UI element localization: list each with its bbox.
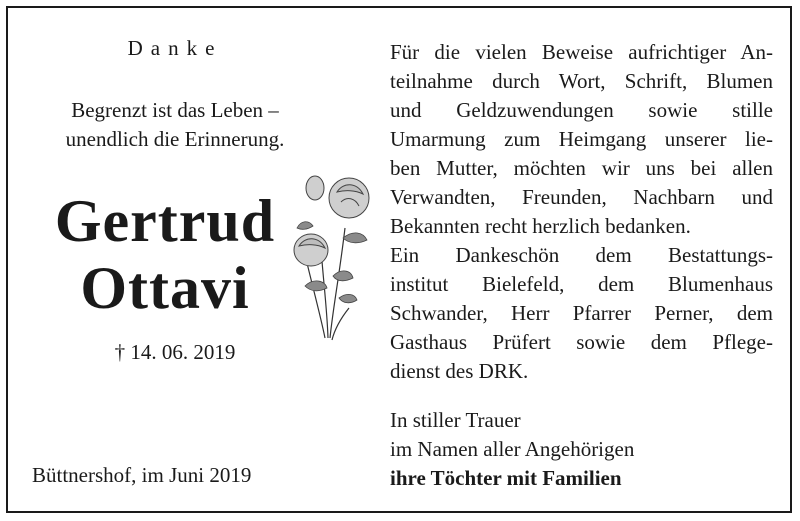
first-name: Gertrud: [54, 188, 276, 254]
message-line: teilnahme durch Wort, Schrift, Blumen: [390, 69, 773, 93]
message-line: Umarmung zum Heimgang unserer lie-: [390, 127, 773, 151]
thanks-heading: Danke: [127, 36, 223, 60]
message-line: und Geldzuwendungen sowie stille: [390, 98, 773, 122]
last-name: Ottavi: [80, 255, 250, 321]
message-line: Verwandten, Freunden, Nachbarn und: [390, 185, 773, 209]
message-line: Ein Dankeschön dem Bestattungs-: [390, 243, 773, 267]
place-date: Büttnershof, im Juni 2019: [32, 463, 252, 487]
thanks-message: [390, 38, 773, 386]
signature-line-3: ihre Töchter mit Familien: [390, 466, 622, 490]
message-line: dienst des DRK.: [390, 359, 529, 383]
quote-line-2: unendlich die Erinnerung.: [65, 127, 285, 151]
memorial-quote: [30, 96, 320, 154]
quote-line-1: Begrenzt ist das Leben –: [71, 98, 279, 122]
signature-line-2: im Namen aller Angehörigen: [390, 437, 635, 461]
right-column: [390, 8, 780, 511]
signature-line-1: In stiller Trauer: [390, 408, 521, 432]
message-line: Für die vielen Beweise aufrichtiger An-: [390, 40, 773, 64]
death-date: † 14. 06. 2019: [114, 340, 236, 364]
message-line: ben Mutter, möchten wir uns bei allen: [390, 156, 773, 180]
roses-icon: [283, 168, 383, 348]
message-line: Gasthaus Prüfert sowie dem Pflege-: [390, 330, 773, 354]
left-column: [30, 8, 320, 511]
obituary-notice: [6, 6, 792, 513]
message-line: Schwander, Herr Pfarrer Perner, dem: [390, 301, 773, 325]
message-line: Bekannten recht herzlich bedanken.: [390, 214, 691, 238]
signature-block: [390, 406, 773, 493]
message-line: institut Bielefeld, dem Blumenhaus: [390, 272, 773, 296]
